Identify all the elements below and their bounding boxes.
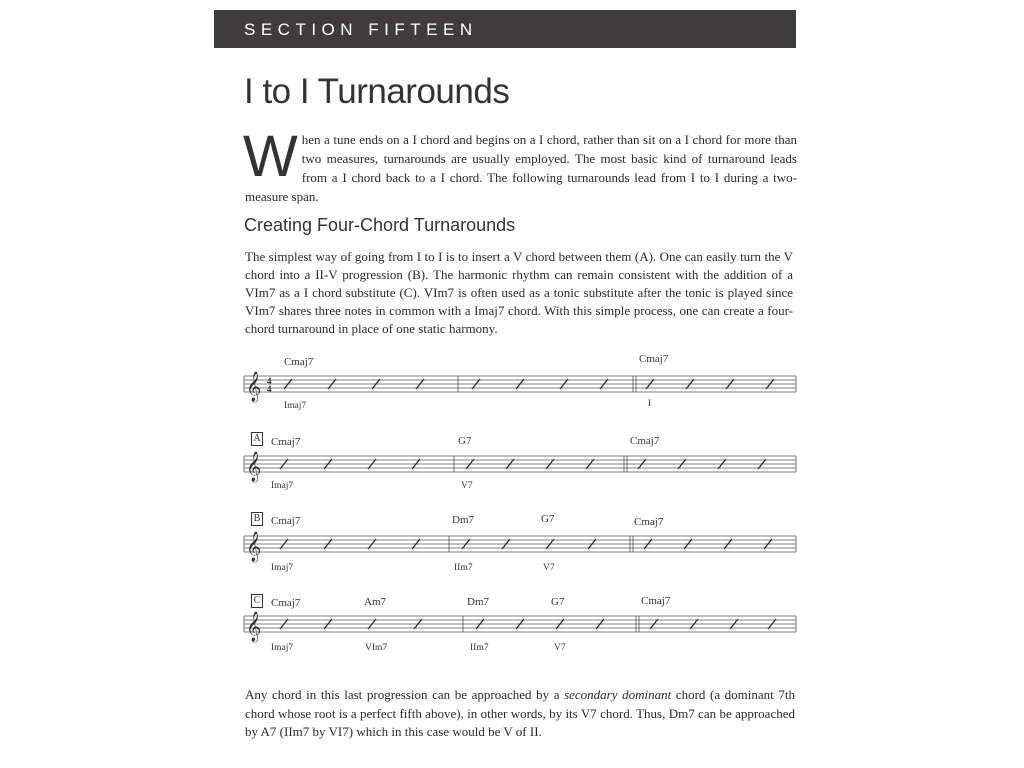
chord-symbol: Cmaj7 xyxy=(271,436,301,448)
chord-symbol: Cmaj7 xyxy=(634,516,664,528)
page-title: I to I Turnarounds xyxy=(244,72,510,111)
chord-symbol: G7 xyxy=(541,513,555,525)
roman-numeral: IIm7 xyxy=(454,563,473,573)
treble-clef-icon: 𝄞 xyxy=(246,612,262,642)
drop-cap: W xyxy=(243,124,298,189)
example-staff-c xyxy=(244,592,797,672)
chord-symbol: Cmaj7 xyxy=(639,353,669,365)
example-staff-b xyxy=(244,512,797,592)
roman-numeral: Imaj7 xyxy=(271,643,294,653)
chord-symbol: Cmaj7 xyxy=(271,515,301,527)
intro-paragraph xyxy=(243,124,797,206)
example-label-b: B xyxy=(251,512,263,526)
roman-numeral: I xyxy=(648,399,652,409)
chord-symbol: G7 xyxy=(551,596,565,608)
footer-text-1: Any chord in this last progression can be approached by a xyxy=(245,687,565,702)
footer-paragraph xyxy=(245,686,795,742)
roman-numeral: V7 xyxy=(554,643,566,653)
chord-symbol: Am7 xyxy=(364,596,386,608)
treble-clef-icon: 𝄞 xyxy=(246,452,262,482)
roman-numeral: VIm7 xyxy=(365,643,388,653)
chord-symbol: Cmaj7 xyxy=(271,597,301,609)
roman-numeral: Imaj7 xyxy=(271,563,294,573)
chord-symbol: Dm7 xyxy=(452,514,474,526)
roman-numeral: Imaj7 xyxy=(284,401,307,411)
section-header-bar xyxy=(214,10,796,48)
example-label-c: C xyxy=(251,594,263,608)
roman-numeral: V7 xyxy=(543,563,555,573)
section-label: SECTION FIFTEEN xyxy=(244,20,478,39)
chord-symbol: Cmaj7 xyxy=(641,595,671,607)
treble-clef-icon: 𝄞 xyxy=(246,372,262,402)
chord-symbol: Cmaj7 xyxy=(284,356,314,368)
intro-text: hen a tune ends on a I chord and begins on a I chord, rather than sit on a I chord for more than two measures, turnarounds are usually employed. The most basic kind of turnaround leads from a I chord back to a I chord. The following turnarounds lead from I to I during a two-measure span. xyxy=(245,132,797,204)
chord-symbol: Dm7 xyxy=(467,596,489,608)
footer-emphasis: secondary dominant xyxy=(564,687,672,702)
body-paragraph: The simplest way of going from I to I is to insert a V chord between them (A). One can easily turn the V chord into a II-V progression (B). The harmonic rhythm can remain consistent with the addition of a VIm7 as a I chord substitute (C). VIm7 is often used as a tonic substitute after the tonic is played since VIm7 shares three notes in common with a Imaj7 chord. With this simple process, one can create a four-chord turnaround in place of one static harmony. xyxy=(245,249,793,336)
chord-symbol: G7 xyxy=(458,435,472,447)
roman-numeral: IIm7 xyxy=(470,643,489,653)
subheading: Creating Four-Chord Turnarounds xyxy=(244,215,516,235)
example-staff-intro xyxy=(244,352,797,432)
staff-svg xyxy=(244,450,797,510)
chord-symbol: Cmaj7 xyxy=(630,435,660,447)
example-staff-a xyxy=(244,432,797,512)
staff-svg xyxy=(244,530,797,590)
footer-text-2: chord (a dominant 7th chord whose root is a perfect fifth above), in other words, by its V7 chord. Thus, Dm7 can be approached by A7 (IIm7 by VI7) which in this case would be V of II. xyxy=(245,687,795,739)
treble-clef-icon: 𝄞 xyxy=(246,532,262,562)
example-label-a: A xyxy=(251,432,263,446)
roman-numeral: V7 xyxy=(461,481,473,491)
roman-numeral: Imaj7 xyxy=(271,481,294,491)
staff-svg xyxy=(244,610,797,670)
time-signature-top: 4 xyxy=(267,376,272,386)
time-signature-bottom: 4 xyxy=(267,384,272,394)
staff-svg xyxy=(244,370,797,430)
